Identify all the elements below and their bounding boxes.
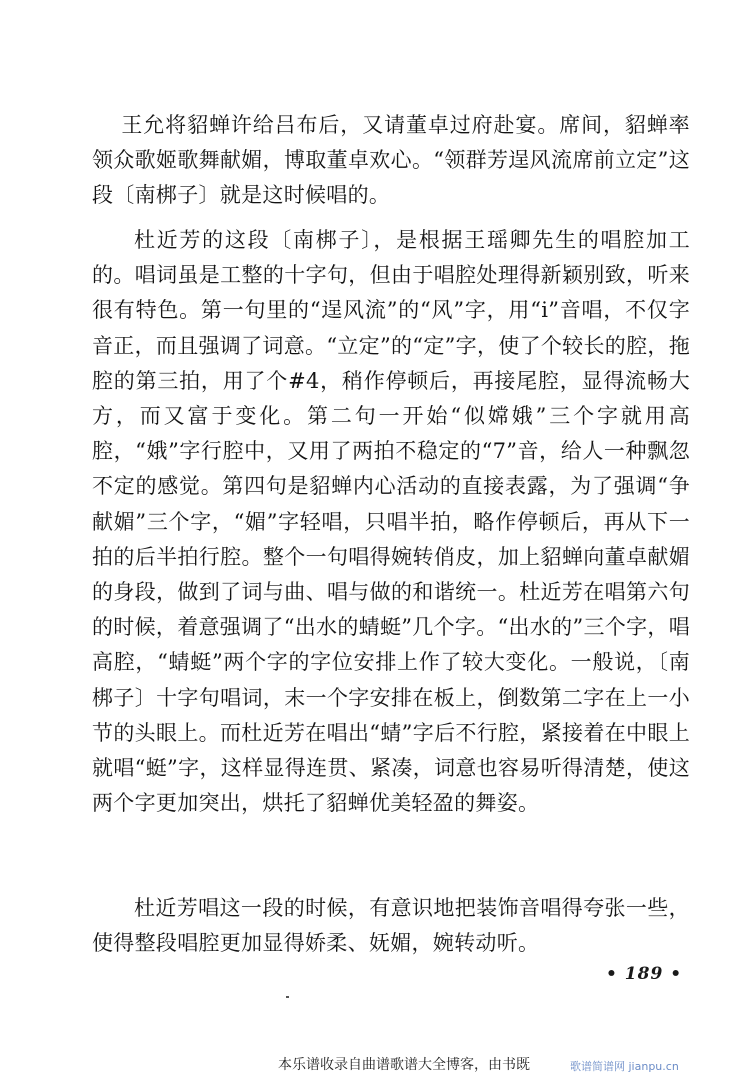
scan-speck [286,996,289,998]
paragraph-3: 杜近芳唱这一段的时候，有意识地把装饰音唱得夸张一些，使得整段唱腔更加显得娇柔、妩媚，婉转动听。 [92,896,690,956]
paragraph-2: 杜近芳的这段〔南梆子〕，是根据王瑶卿先生的唱腔加工的。唱词虽是工整的十字句，但由于唱腔处理得新颖别致，听来很有特色。第一句里的“逞风流”的“风”字，用“i”音唱，不仅字音正，而且强调了词意。“立定”的“定”字，使了个较长的腔，拖腔的第三拍，用了个#4，稍作停顿后，再接尾腔，显得流畅大方，而又富于变化。第二句一开始“似嫦娥”三个字就用高腔，“娥”字行腔中，又用了两拍不稳定的“7”音，给人一种飘忽不定的感觉。第四句是貂蝉内心活动的直接表露，为了强调“争献媚”三个字，“媚”字轻唱，只唱半拍，略作停顿后，再从下一拍的后半拍行腔。整个一句唱得婉转俏皮，加上貂蝉向董卓献媚的身段，做到了词与曲、唱与做的和谐统一。杜近芳在唱第六句的时候，着意强调了“出水的蜻蜓”几个字。“出水的”三个字，唱高腔，“蜻蜓”两个字的字位安排上作了较大变化。一般说，〔南梆子〕十字句唱词，末一个字安排在板上，倒数第二字在上一小节的头眼上。而杜近芳在唱出“蜻”字后不行腔，紧接着在中眼上就唱“蜓”字，这样显得连贯、紧凑，词意也容易听得清楚，使这两个字更加突出，烘托了貂蝉优美轻盈的舞姿。 [92,228,690,816]
footer-watermark: 歌谱简谱网 jianpu.cn [570,1060,679,1073]
page-number: • 189 • [606,964,683,984]
footer-source-note: 本乐谱收录自曲谱歌谱大全博客，由书既 [278,1057,530,1073]
paragraph-1: 王允将貂蝉许给吕布后，又请董卓过府赴宴。席间，貂蝉率领众歌姬歌舞献媚，博取董卓欢心。“领群芳逞风流席前立定”这段〔南梆子〕就是这时候唱的。 [92,113,690,208]
